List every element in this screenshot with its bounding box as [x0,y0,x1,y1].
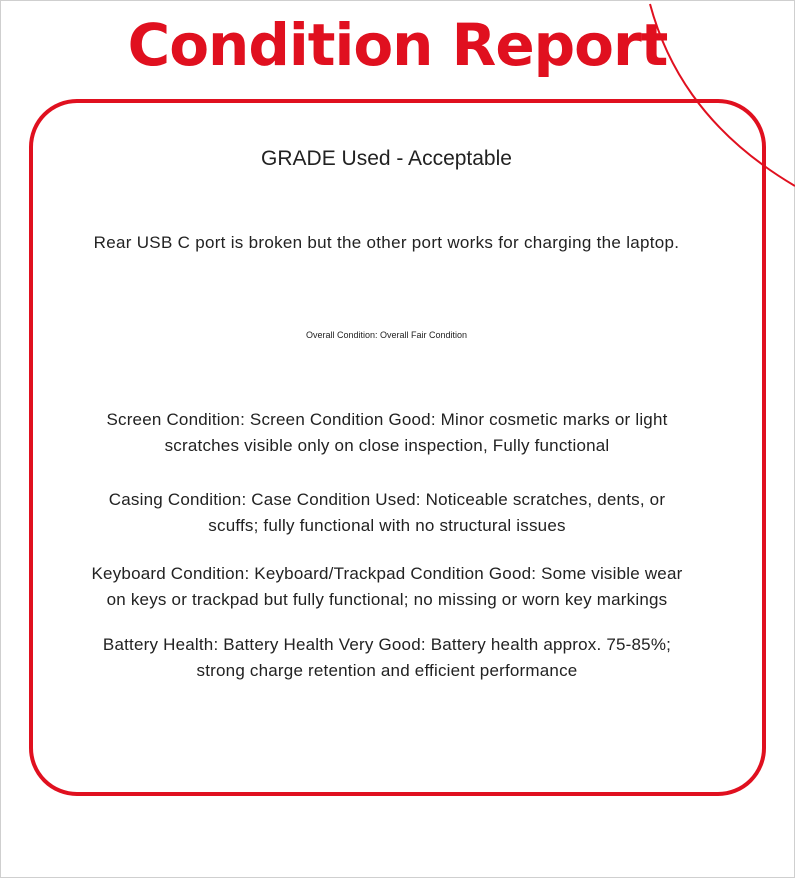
keyboard-condition-line-1: Keyboard Condition: Keyboard/Trackpad Condition Good: Some visible wear [91,564,683,583]
grade-heading: GRADE Used - Acceptable [261,147,512,170]
battery-health-line-2: strong charge retention and efficient performance [196,661,578,680]
screen-condition [60,407,714,459]
keyboard-condition [60,561,714,613]
battery-health [60,632,714,684]
page-title: Condition Report [127,11,668,79]
damage-note: Rear USB C port is broken but the other port works for charging the laptop. [93,233,680,252]
casing-condition [60,487,714,539]
screen-condition-line-1: Screen Condition: Screen Condition Good: Minor cosmetic marks or light [106,410,668,429]
casing-condition-line-2: scuffs; fully functional with no structural issues [208,516,566,535]
overall-condition: Overall Condition: Overall Fair Condition [305,330,468,340]
keyboard-condition-line-2: on keys or trackpad but fully functional; no missing or worn key markings [106,590,668,609]
casing-condition-line-1: Casing Condition: Case Condition Used: Noticeable scratches, dents, or [108,490,666,509]
screen-condition-line-2: scratches visible only on close inspection, Fully functional [164,436,610,455]
battery-health-line-1: Battery Health: Battery Health Very Good: Battery health approx. 75-85%; [102,635,672,654]
